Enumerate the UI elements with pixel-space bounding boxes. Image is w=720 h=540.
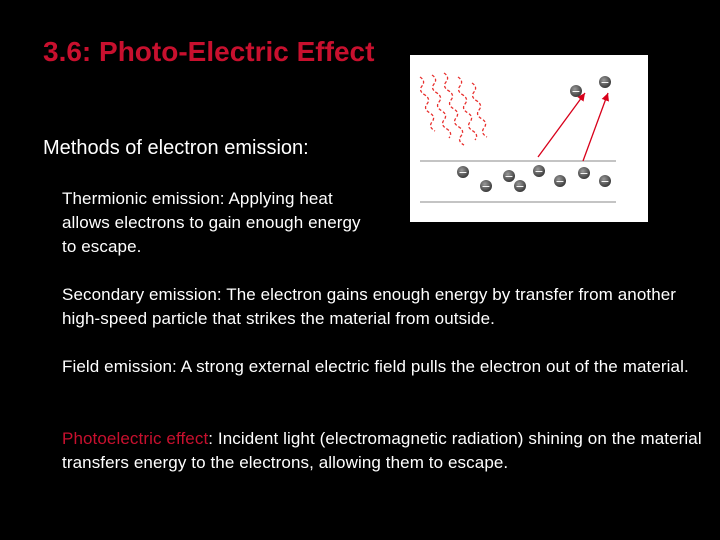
electron-surface-2 xyxy=(480,180,492,193)
electron-sign: − xyxy=(481,180,491,193)
light-wave-2 xyxy=(432,75,451,138)
electron-surface-5 xyxy=(533,165,545,178)
electron-surface-7 xyxy=(578,167,590,180)
electron-sign: − xyxy=(579,167,589,180)
electron-sign: − xyxy=(458,166,468,179)
photoelectric-effect-description: : Incident light (electromagnetic radiation) shining on the material transfers energy to the electrons, allowing them to escape. xyxy=(62,429,702,472)
electron-sign: − xyxy=(571,85,581,98)
field-emission-text: Field emission: A strong external electric field pulls the electron out of the material. xyxy=(62,357,689,376)
photoelectric-diagram-svg xyxy=(410,55,648,222)
photoelectric-effect-term: Photoelectric effect xyxy=(62,429,209,448)
electron-sign: − xyxy=(534,165,544,178)
electron-trajectory-arrow-1 xyxy=(538,93,585,157)
electrons xyxy=(457,76,611,193)
electron-surface-3 xyxy=(503,170,515,183)
photoelectric-effect-text xyxy=(62,427,702,475)
electron-ejected-1 xyxy=(570,85,582,98)
light-wave-4 xyxy=(458,77,477,140)
secondary-emission-text: Secondary emission: The electron gains enough energy by transfer from another high-speed particle that strikes the material from outside. xyxy=(62,285,677,328)
electron-surface-4 xyxy=(514,180,526,193)
subheading: Methods of electron emission: xyxy=(43,137,309,159)
electron-sign: − xyxy=(600,175,610,188)
electron-surface-1 xyxy=(457,166,469,179)
light-wave-5 xyxy=(472,83,487,137)
slide-title: 3.6: Photo-Electric Effect xyxy=(43,36,375,67)
electron-sign: − xyxy=(504,170,514,183)
electron-trajectory-arrow-2 xyxy=(583,93,608,161)
light-waves xyxy=(420,73,487,145)
electron-sign: − xyxy=(515,180,525,193)
electron-surface-6 xyxy=(554,175,566,188)
electron-sign: − xyxy=(600,76,610,89)
electron-sign: − xyxy=(555,175,565,188)
thermionic-emission-text: Thermionic emission: Applying heat allows electrons to gain enough energy to escape. xyxy=(62,189,361,256)
electron-ejected-2 xyxy=(599,76,611,89)
photoelectric-diagram xyxy=(410,55,648,222)
electron-surface-8 xyxy=(599,175,611,188)
light-wave-3 xyxy=(444,73,464,145)
